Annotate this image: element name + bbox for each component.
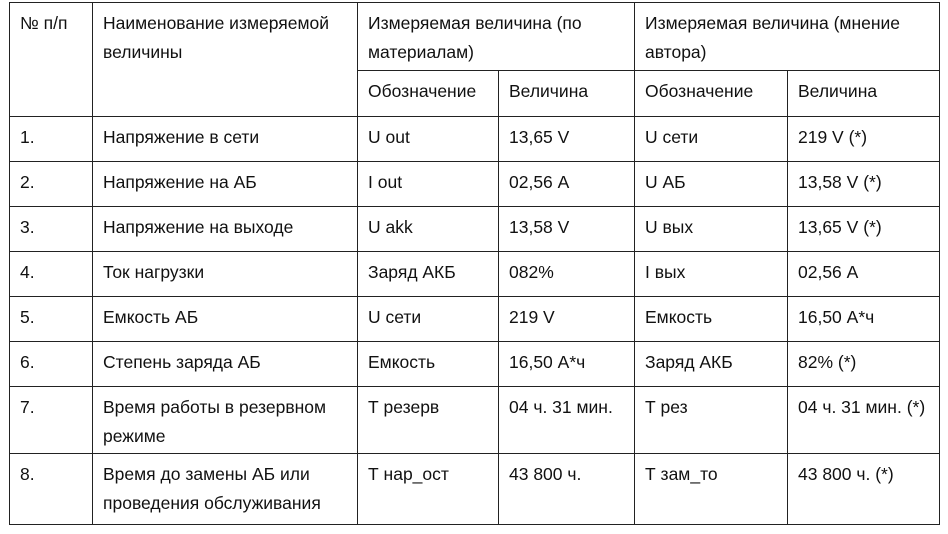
- row-mat-value: 219 V: [499, 297, 635, 342]
- row-mat-value: 082%: [499, 252, 635, 297]
- row-num: 3.: [10, 207, 93, 252]
- row-mat-value: 16,50 А*ч: [499, 342, 635, 387]
- table-row: [10, 252, 940, 297]
- header-group-author: Измеряемая величина (мнение автора): [635, 3, 940, 71]
- row-auth-value: 43 800 ч. (*): [788, 454, 940, 525]
- row-num: 7.: [10, 387, 93, 454]
- row-mat-value: 13,58 V: [499, 207, 635, 252]
- table-row: [10, 207, 940, 252]
- row-auth-value: 13,65 V (*): [788, 207, 940, 252]
- row-auth-symbol: Заряд АКБ: [635, 342, 788, 387]
- row-mat-value: 43 800 ч.: [499, 454, 635, 525]
- row-auth-value: 13,58 V (*): [788, 162, 940, 207]
- row-num: 1.: [10, 117, 93, 162]
- row-num: 8.: [10, 454, 93, 525]
- row-auth-symbol: Т зам_то: [635, 454, 788, 525]
- row-name: Время работы в резервном режиме: [93, 387, 358, 454]
- row-mat-symbol: U akk: [358, 207, 499, 252]
- row-mat-value: 04 ч. 31 мин.: [499, 387, 635, 454]
- row-mat-value: 02,56 А: [499, 162, 635, 207]
- row-mat-symbol: U сети: [358, 297, 499, 342]
- table-row: [10, 117, 940, 162]
- row-auth-symbol: I вых: [635, 252, 788, 297]
- row-num: 2.: [10, 162, 93, 207]
- row-auth-value: 02,56 А: [788, 252, 940, 297]
- row-name: Напряжение в сети: [93, 117, 358, 162]
- row-mat-symbol: Емкость: [358, 342, 499, 387]
- table-row: [10, 162, 940, 207]
- header-group-materials: Измеряемая величина (по материалам): [358, 3, 635, 71]
- row-name: Ток нагрузки: [93, 252, 358, 297]
- measurement-table: [9, 2, 940, 525]
- row-auth-symbol: Емкость: [635, 297, 788, 342]
- row-auth-symbol: U вых: [635, 207, 788, 252]
- row-auth-symbol: Т рез: [635, 387, 788, 454]
- table-row: [10, 387, 940, 454]
- row-num: 6.: [10, 342, 93, 387]
- subheader-mat-value: Величина: [499, 71, 635, 117]
- row-auth-value: 16,50 А*ч: [788, 297, 940, 342]
- header-row: [10, 3, 940, 71]
- row-mat-symbol: Заряд АКБ: [358, 252, 499, 297]
- subheader-mat-designation: Обозначение: [358, 71, 499, 117]
- row-mat-symbol: U out: [358, 117, 499, 162]
- row-name: Емкость АБ: [93, 297, 358, 342]
- row-name: Напряжение на АБ: [93, 162, 358, 207]
- row-auth-value: 04 ч. 31 мин. (*): [788, 387, 940, 454]
- row-mat-value: 13,65 V: [499, 117, 635, 162]
- row-num: 5.: [10, 297, 93, 342]
- row-mat-symbol: Т резерв: [358, 387, 499, 454]
- subheader-auth-value: Величина: [788, 71, 940, 117]
- row-name: Время до замены АБ или проведения обслуживания: [93, 454, 358, 525]
- header-name: Наименование измеряемой величины: [93, 3, 358, 117]
- row-auth-symbol: U сети: [635, 117, 788, 162]
- row-mat-symbol: Т нар_ост: [358, 454, 499, 525]
- row-mat-symbol: I out: [358, 162, 499, 207]
- row-auth-value: 82% (*): [788, 342, 940, 387]
- table-row: [10, 342, 940, 387]
- row-auth-symbol: U АБ: [635, 162, 788, 207]
- header-num: № п/п: [10, 3, 93, 117]
- row-name: Степень заряда АБ: [93, 342, 358, 387]
- subheader-auth-designation: Обозначение: [635, 71, 788, 117]
- row-name: Напряжение на выходе: [93, 207, 358, 252]
- row-num: 4.: [10, 252, 93, 297]
- row-auth-value: 219 V (*): [788, 117, 940, 162]
- table-row: [10, 454, 940, 525]
- table-row: [10, 297, 940, 342]
